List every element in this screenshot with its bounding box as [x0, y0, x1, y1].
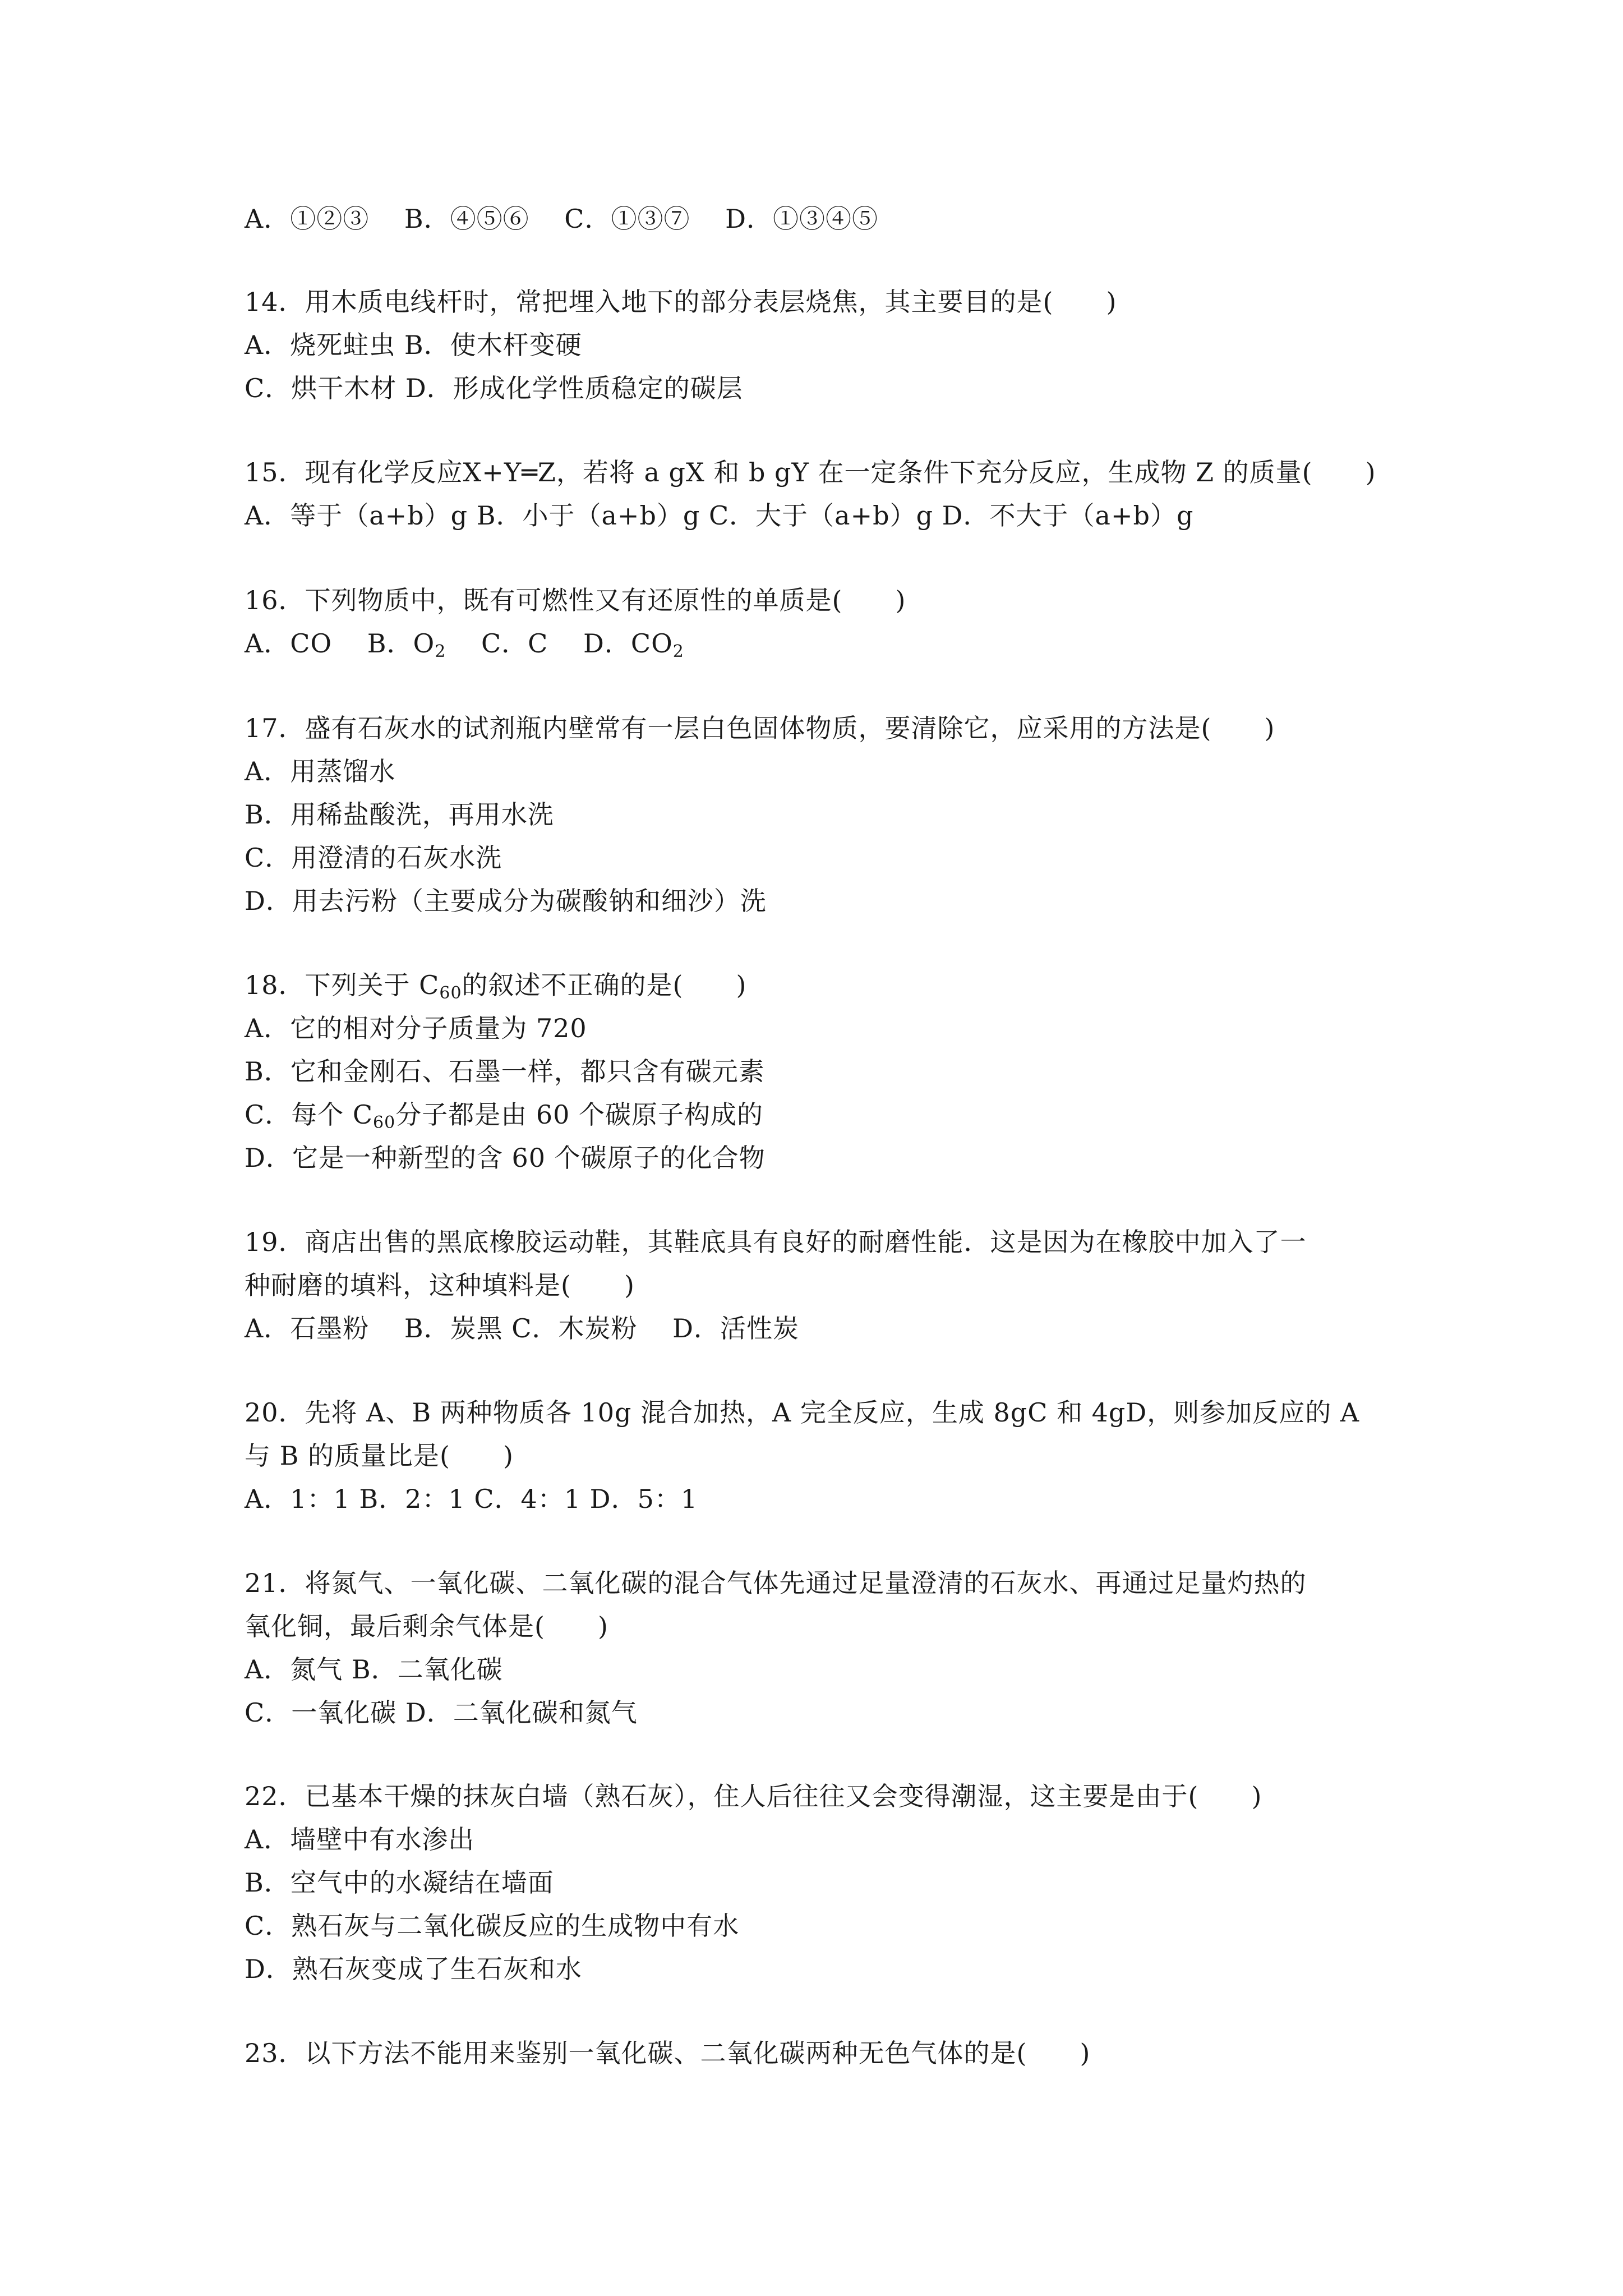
q17-option-b: B．用稀盐酸洗，再用水洗	[245, 799, 554, 830]
q18-option-c-post: 分子都是由 60 个碳原子构成的	[395, 1099, 763, 1130]
q21-options-ab: A．氮气 B．二氧化碳	[245, 1654, 503, 1685]
q22-option-a: A．墙壁中有水渗出	[245, 1824, 475, 1855]
q20-options: A．1：1 B．2：1 C．4：1 D．5：1	[245, 1484, 698, 1514]
q15-options: A．等于（a+b）g B．小于（a+b）g C．大于（a+b）g D．不大于（a+b）g	[245, 500, 1194, 531]
q22-option-d: D．熟石灰变成了生石灰和水	[245, 1954, 582, 1984]
q22-stem: 22．已基本干燥的抹灰白墙（熟石灰），住人后往往又会变得潮湿，这主要是由于( )	[245, 1781, 1262, 1811]
q21-stem-line2: 氧化铜，最后剩余气体是( )	[245, 1611, 608, 1641]
q23-stem: 23．以下方法不能用来鉴别一氧化碳、二氧化碳两种无色气体的是( )	[245, 2038, 1091, 2068]
q18-option-c	[245, 1098, 763, 1131]
q13-options: A．①②③ B．④⑤⑥ C．①③⑦ D．①③④⑤	[245, 204, 878, 234]
q21-stem-line1: 21．将氮气、一氧化碳、二氧化碳的混合气体先通过足量澄清的石灰水、再通过足量灼热的	[245, 1568, 1307, 1598]
q17-option-d: D．用去污粉（主要成分为碳酸钠和细沙）洗	[245, 886, 767, 916]
q18-stem-post: 的叙述不正确的是( )	[462, 970, 747, 1000]
q19-stem-line1: 19．商店出售的黑底橡胶运动鞋，其鞋底具有良好的耐磨性能．这是因为在橡胶中加入了一	[245, 1227, 1307, 1257]
q21-options-cd: C．一氧化碳 D．二氧化碳和氮气	[245, 1697, 638, 1728]
q16-subscript-1: 2	[435, 642, 446, 661]
q16-subscript-2: 2	[672, 642, 684, 661]
q17-option-a: A．用蒸馏水	[245, 756, 396, 786]
q18-option-a: A．它的相对分子质量为 720	[245, 1013, 587, 1043]
q18-option-c-subscript: 60	[373, 1113, 396, 1133]
q16-option-ab: A．CO B．O	[245, 628, 435, 659]
q19-options: A．石墨粉 B．炭黑 C．木炭粉 D．活性炭	[245, 1313, 799, 1343]
q19-stem-line2: 种耐磨的填料，这种填料是( )	[245, 1270, 635, 1300]
q16-option-cd: C．C D．CO	[446, 628, 673, 659]
q20-stem-line1: 20．先将 A、B 两种物质各 10g 混合加热，A 完全反应，生成 8gC 和 4gD，则参加反应的 A	[245, 1397, 1360, 1428]
q15-stem: 15．现有化学反应X+Y═Z，若将 a gX 和 b gY 在一定条件下充分反应，生成物 Z 的质量( )	[245, 457, 1376, 487]
q18-stem-subscript: 60	[439, 983, 462, 1003]
q22-option-b: B．空气中的水凝结在墙面	[245, 1867, 554, 1898]
q17-option-c: C．用澄清的石灰水洗	[245, 843, 502, 873]
q18-option-d: D．它是一种新型的含 60 个碳原子的化合物	[245, 1143, 766, 1173]
q16-stem: 16．下列物质中，既有可燃性又有还原性的单质是( )	[245, 585, 906, 615]
q14-options-cd: C．烘干木材 D．形成化学性质稳定的碳层	[245, 373, 743, 403]
q17-stem: 17．盛有石灰水的试剂瓶内壁常有一层白色固体物质，要清除它，应采用的方法是( )	[245, 713, 1275, 743]
q14-options-ab: A．烧死蛀虫 B．使木杆变硬	[245, 330, 582, 360]
q18-stem-pre: 18．下列关于 C	[245, 970, 440, 1000]
q16-options	[245, 627, 684, 660]
q22-option-c: C．熟石灰与二氧化碳反应的生成物中有水	[245, 1911, 740, 1941]
q18-stem	[245, 968, 746, 1002]
q18-option-c-pre: C．每个 C	[245, 1099, 374, 1130]
q18-option-b: B．它和金刚石、石墨一样，都只含有碳元素	[245, 1056, 765, 1087]
q20-stem-line2: 与 B 的质量比是( )	[245, 1441, 514, 1471]
q14-stem: 14．用木质电线杆时，常把埋入地下的部分表层烧焦，其主要目的是( )	[245, 287, 1117, 317]
